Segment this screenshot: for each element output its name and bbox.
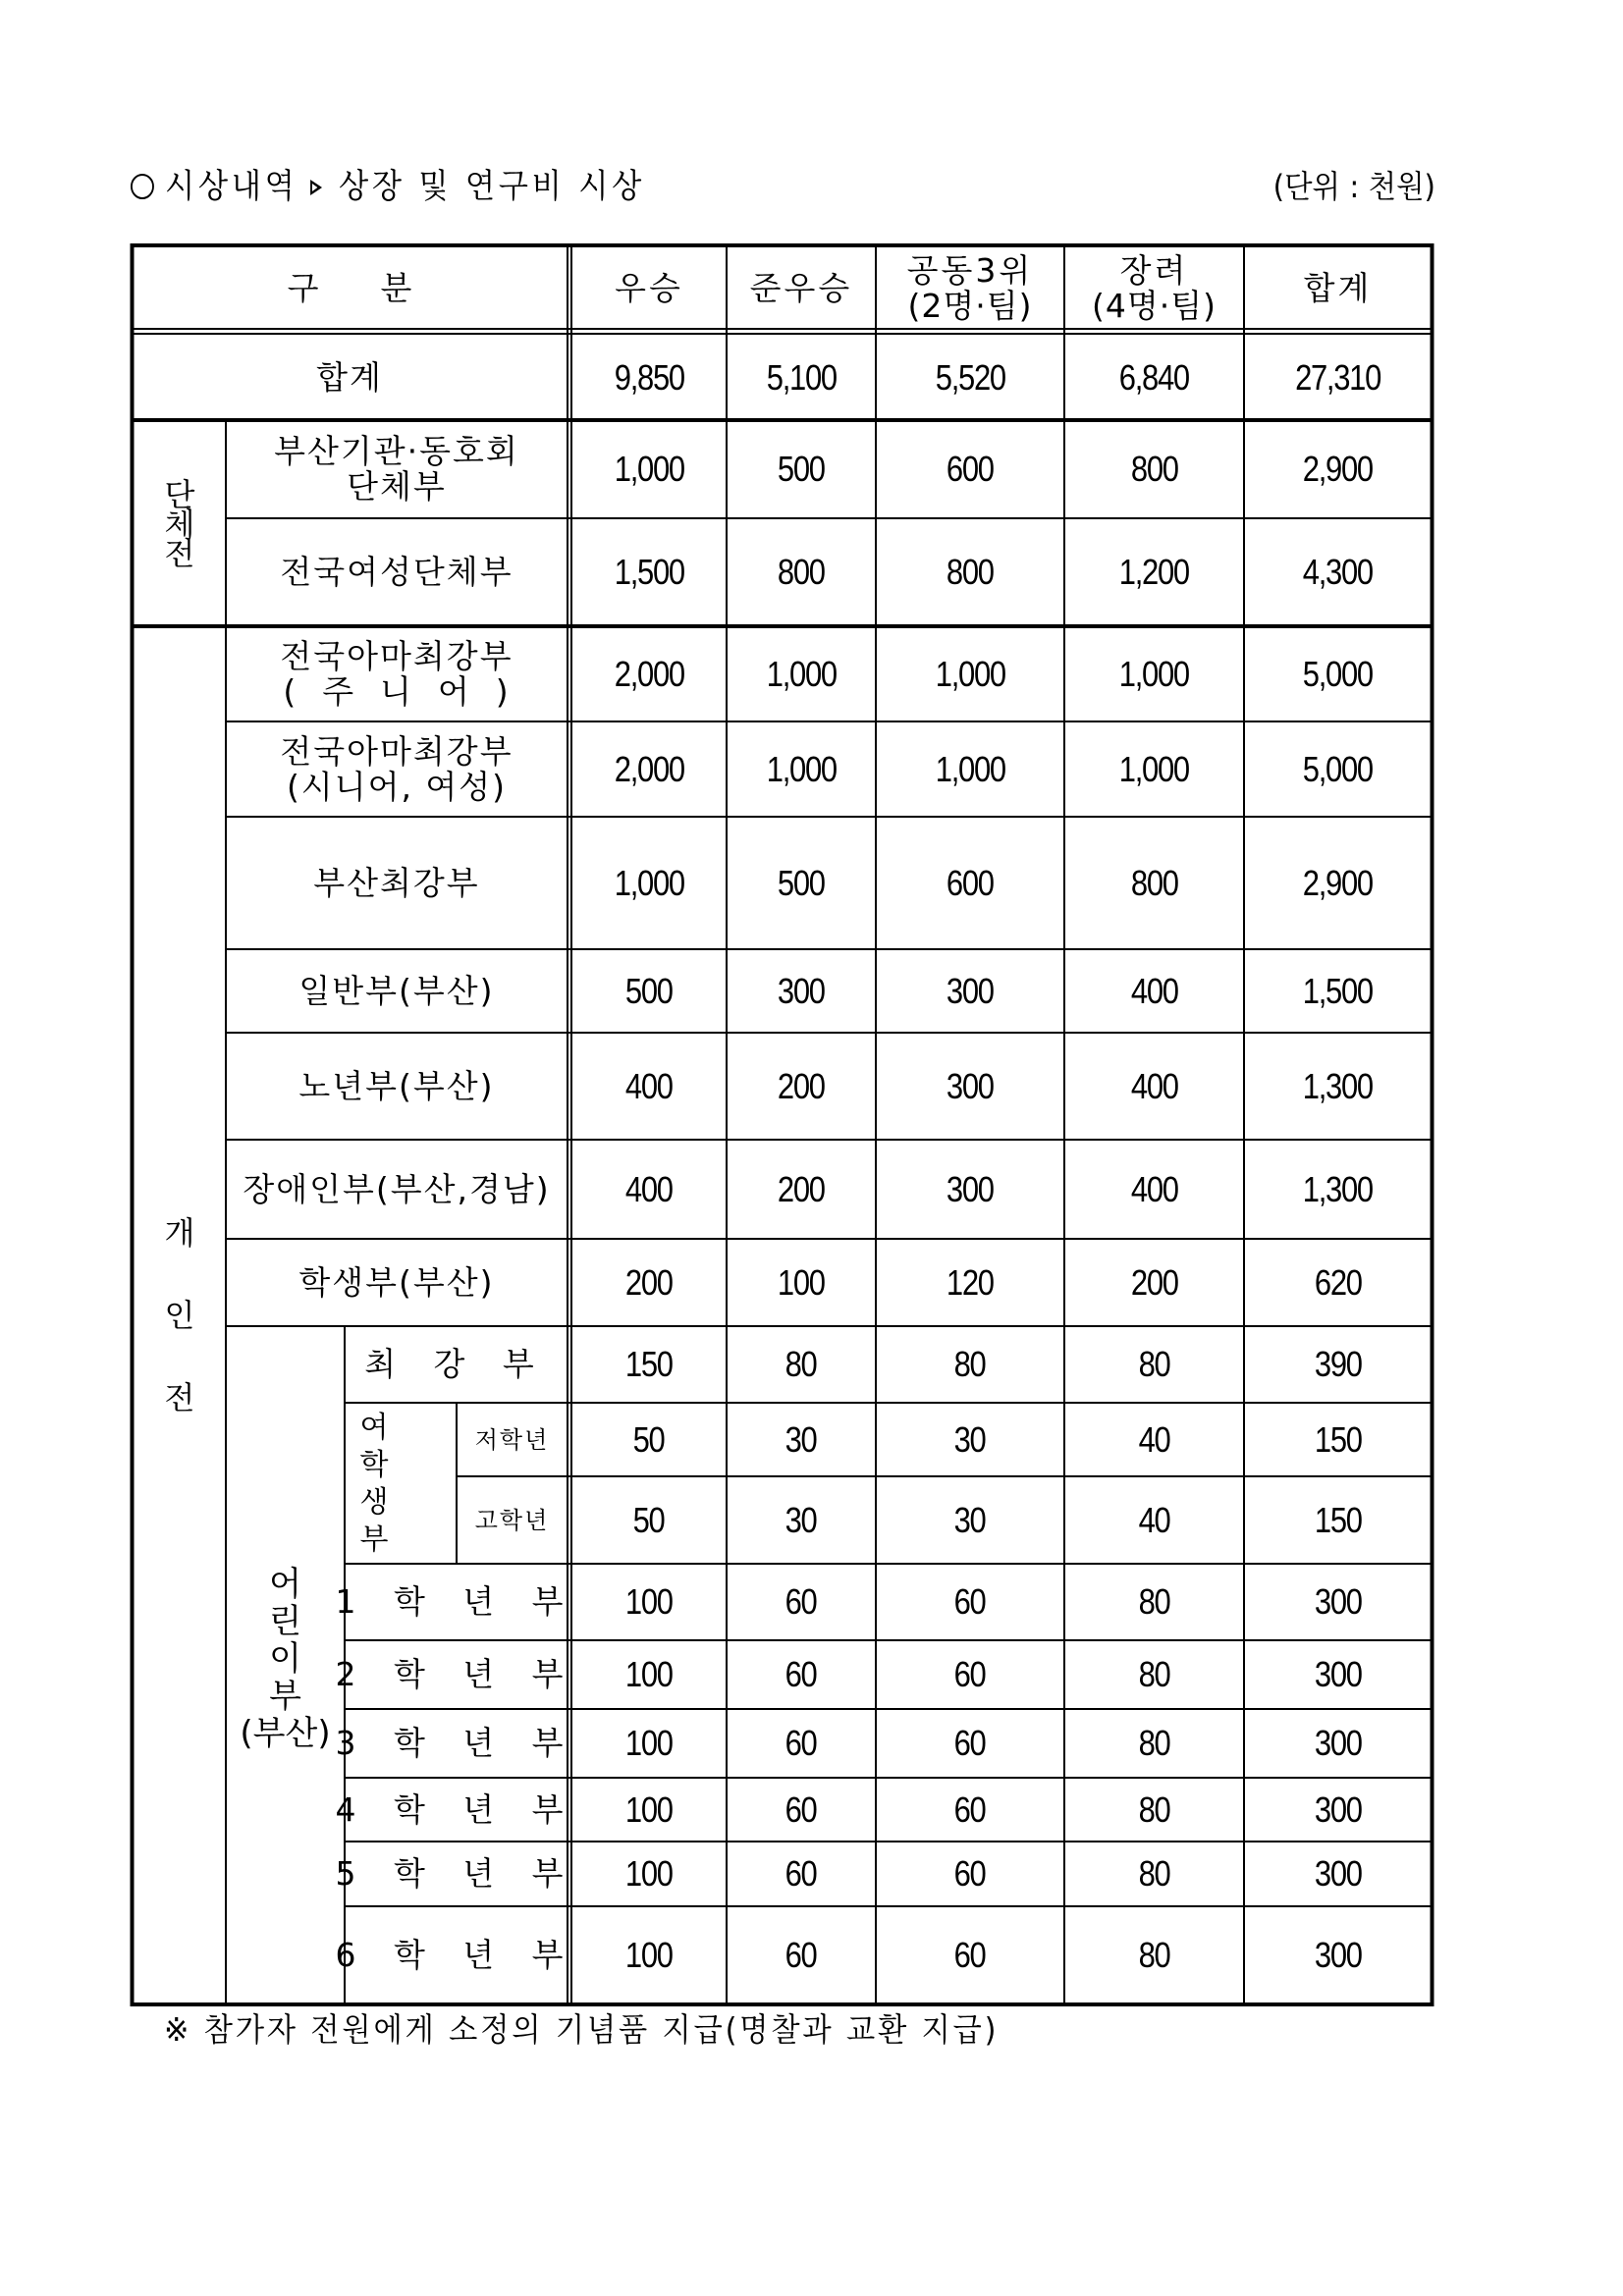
value: 50 — [633, 1418, 665, 1460]
value-cell — [1245, 1710, 1431, 1777]
value-cell — [1245, 1404, 1431, 1475]
value-cell — [572, 1404, 726, 1475]
value: 60 — [785, 1723, 817, 1763]
value-cell — [572, 421, 726, 517]
header-column-4 — [1245, 247, 1431, 329]
value-cell — [877, 950, 1063, 1032]
value-cell — [877, 818, 1063, 948]
row-label-text: 일반부(부산) — [298, 971, 495, 1010]
value: 1,500 — [614, 552, 684, 592]
group-team-char: 체 — [164, 506, 195, 543]
value: 80 — [1138, 1853, 1170, 1894]
value: 1,000 — [1118, 653, 1190, 694]
value: 80 — [1138, 1789, 1170, 1830]
value-cell — [877, 1565, 1063, 1639]
value: 30 — [785, 1418, 817, 1460]
value: 150 — [1314, 1499, 1362, 1540]
value: 1,000 — [935, 653, 1005, 694]
value-cell — [1065, 627, 1243, 721]
value-cell — [877, 1779, 1063, 1841]
value-cell — [572, 1641, 726, 1708]
value: 150 — [625, 1344, 673, 1384]
value-cell — [1065, 818, 1243, 948]
value: 1,000 — [614, 449, 684, 489]
value-cell — [1245, 627, 1431, 721]
total-value-cell — [1245, 335, 1431, 420]
group-children-char: 어 — [269, 1565, 301, 1604]
row-label-text: 6 학 년 부 — [335, 1936, 577, 1974]
value: 100 — [625, 1853, 673, 1894]
value-cell — [877, 1641, 1063, 1708]
value-cell — [728, 1034, 875, 1139]
value-cell — [877, 627, 1063, 721]
value: 30 — [954, 1499, 986, 1540]
value-cell — [1065, 950, 1243, 1032]
row-label — [227, 421, 567, 517]
value: 300 — [1314, 1935, 1362, 1975]
value: 30 — [785, 1499, 817, 1540]
value: 80 — [1138, 1654, 1170, 1694]
value-cell — [572, 950, 726, 1032]
value-cell — [1065, 1327, 1243, 1402]
value: 120 — [947, 1261, 994, 1303]
value: 60 — [785, 1789, 817, 1830]
value: 40 — [1138, 1499, 1170, 1540]
value: 50 — [633, 1499, 665, 1540]
value: 100 — [625, 1654, 673, 1694]
value: 2,900 — [1302, 862, 1374, 903]
value: 5,000 — [1302, 653, 1374, 694]
value: 60 — [785, 1853, 817, 1894]
value-cell — [572, 818, 726, 948]
value: 80 — [1138, 1935, 1170, 1975]
row-label-text: 저학년 — [474, 1425, 550, 1454]
value-cell — [877, 722, 1063, 816]
group-children-label — [226, 1561, 345, 1757]
value: 620 — [1314, 1261, 1362, 1303]
value-cell — [1065, 1565, 1243, 1639]
value: 800 — [947, 552, 994, 592]
row-label-line: 부산기관·동호회 — [274, 432, 519, 470]
value: 2,000 — [614, 653, 684, 694]
group-team-label — [134, 422, 226, 626]
value-cell — [728, 818, 875, 948]
value: 390 — [1314, 1344, 1362, 1384]
footer-note — [164, 2008, 999, 2052]
row-label — [227, 1240, 567, 1325]
value: 40 — [1138, 1418, 1170, 1460]
value: 100 — [625, 1935, 673, 1975]
value-cell — [1245, 1842, 1431, 1905]
value: 600 — [947, 862, 994, 903]
row-label — [335, 1842, 577, 1905]
value-cell — [1065, 1240, 1243, 1325]
row-label — [335, 1565, 577, 1639]
header-category — [132, 247, 568, 329]
value-cell — [728, 421, 875, 517]
value-cell — [1065, 1710, 1243, 1777]
total-value: 5,520 — [935, 356, 1005, 398]
value-cell — [1065, 1842, 1243, 1905]
total-row-label — [132, 335, 568, 420]
value-cell — [572, 519, 726, 625]
value: 100 — [625, 1723, 673, 1763]
group-individual-char: 개 — [164, 1214, 195, 1252]
value: 60 — [785, 1581, 817, 1622]
value: 4,300 — [1302, 552, 1374, 592]
value: 80 — [954, 1344, 986, 1384]
section-subject: 상장 및 연구비 시상 — [338, 167, 646, 206]
value-cell — [572, 1034, 726, 1139]
value-cell — [572, 1240, 726, 1325]
value-cell — [877, 1240, 1063, 1325]
row-label-text: 노년부(부산) — [298, 1066, 495, 1105]
value: 1,300 — [1302, 1168, 1374, 1209]
row-label — [227, 722, 567, 816]
value-cell — [1245, 1240, 1431, 1325]
value-cell — [877, 1034, 1063, 1139]
value-cell — [877, 519, 1063, 625]
value-cell — [1065, 1034, 1243, 1139]
value-cell — [877, 1477, 1063, 1563]
value-cell — [1245, 1141, 1431, 1238]
group-girls-char: 학 — [359, 1448, 389, 1482]
value: 500 — [625, 970, 673, 1011]
row-label — [335, 1779, 577, 1841]
value-cell — [728, 1842, 875, 1905]
value-cell — [1245, 950, 1431, 1032]
row-label-line: ( 주 니 어 ) — [283, 671, 511, 711]
value: 5,000 — [1302, 748, 1374, 789]
total-value: 27,310 — [1295, 356, 1380, 398]
total-value: 9,850 — [614, 356, 684, 398]
value: 150 — [1314, 1418, 1362, 1460]
value: 200 — [778, 1168, 825, 1209]
total-value-cell — [877, 335, 1063, 420]
group-individual-label — [134, 1198, 226, 1433]
row-label — [227, 1141, 567, 1238]
value: 200 — [778, 1065, 825, 1106]
header-column-subtitle: (2명·팀) — [907, 286, 1033, 325]
value-cell — [1065, 1404, 1243, 1475]
value: 300 — [947, 970, 994, 1011]
header-column-title: 준우승 — [749, 268, 853, 307]
value: 300 — [1314, 1789, 1362, 1830]
row-label-line: (시니어, 여성) — [286, 767, 508, 806]
value-cell — [572, 1141, 726, 1238]
group-girls-char: 여 — [359, 1411, 389, 1445]
row-label — [335, 1641, 577, 1708]
value: 100 — [778, 1261, 825, 1303]
value-cell — [1065, 1477, 1243, 1563]
value-cell — [728, 1779, 875, 1841]
group-girls-label — [345, 1405, 404, 1564]
value: 100 — [625, 1789, 673, 1830]
value-cell — [572, 1327, 726, 1402]
group-girls-char: 생 — [359, 1485, 389, 1520]
value: 80 — [1138, 1723, 1170, 1763]
value-cell — [728, 1907, 875, 2003]
value: 1,000 — [614, 862, 684, 903]
group-team-char: 전 — [164, 535, 195, 572]
group-girls-char: 부 — [359, 1522, 389, 1557]
value-cell — [1245, 1641, 1431, 1708]
value: 60 — [785, 1654, 817, 1694]
value: 60 — [954, 1935, 986, 1975]
group-children-char: (부산) — [240, 1714, 331, 1753]
total-label: 합계 — [316, 357, 383, 397]
value-cell — [1245, 1477, 1431, 1563]
value: 200 — [1130, 1261, 1178, 1303]
value: 60 — [954, 1654, 986, 1694]
value-cell — [572, 1907, 726, 2003]
value-cell — [1245, 421, 1431, 517]
row-label-text: 전국여성단체부 — [280, 553, 514, 591]
row-label — [346, 1327, 567, 1402]
value-cell — [1065, 421, 1243, 517]
value-cell — [728, 1565, 875, 1639]
value: 100 — [625, 1581, 673, 1622]
value: 300 — [1314, 1654, 1362, 1694]
value-cell — [572, 1565, 726, 1639]
row-label-text: 1 학 년 부 — [335, 1582, 577, 1621]
value-cell — [1065, 519, 1243, 625]
value: 1,200 — [1118, 552, 1190, 592]
value-cell — [728, 1327, 875, 1402]
row-label — [335, 1710, 577, 1777]
value-cell — [728, 950, 875, 1032]
value: 400 — [625, 1065, 673, 1106]
value-cell — [877, 421, 1063, 517]
row-label — [458, 1477, 567, 1563]
row-label-line: 전국아마최강부 — [280, 731, 514, 771]
value: 60 — [954, 1581, 986, 1622]
value-cell — [728, 1477, 875, 1563]
value: 300 — [778, 970, 825, 1011]
row-label-line: 단체부 — [347, 467, 447, 506]
header-column-2 — [877, 247, 1063, 329]
value-cell — [1245, 722, 1431, 816]
value-cell — [1065, 1907, 1243, 2003]
header-column-title: 장려 — [1119, 250, 1189, 290]
value: 500 — [778, 449, 825, 489]
value: 2,000 — [614, 748, 684, 789]
value-cell — [1245, 1565, 1431, 1639]
row-label-text: 부산최강부 — [313, 863, 480, 902]
header-column-3 — [1065, 247, 1243, 329]
value: 2,900 — [1302, 449, 1374, 489]
value-cell — [877, 1710, 1063, 1777]
header-category-label: 구 분 — [287, 268, 412, 307]
value: 80 — [1138, 1581, 1170, 1622]
value: 800 — [1130, 449, 1178, 489]
value: 400 — [625, 1168, 673, 1209]
value-cell — [877, 1141, 1063, 1238]
value-cell — [728, 519, 875, 625]
value: 60 — [954, 1723, 986, 1763]
value-cell — [572, 1779, 726, 1841]
value: 300 — [1314, 1853, 1362, 1894]
value-cell — [1065, 1641, 1243, 1708]
value-cell — [728, 1404, 875, 1475]
row-label-text: 4 학 년 부 — [335, 1789, 577, 1829]
value-cell — [572, 1842, 726, 1905]
row-label — [227, 950, 567, 1032]
group-children-char: 이 — [269, 1639, 301, 1679]
value-cell — [1245, 1034, 1431, 1139]
value-cell — [728, 1141, 875, 1238]
value: 60 — [954, 1789, 986, 1830]
header-column-1 — [728, 247, 875, 329]
value-cell — [877, 1907, 1063, 2003]
value-cell — [572, 1710, 726, 1777]
total-value-cell — [728, 335, 875, 420]
value-cell — [1245, 1327, 1431, 1402]
reference-mark: ※ — [164, 2010, 192, 2049]
header-column-0 — [572, 247, 726, 329]
value: 80 — [1138, 1344, 1170, 1384]
value: 400 — [1130, 1168, 1178, 1209]
value: 300 — [1314, 1723, 1362, 1763]
value-cell — [1245, 519, 1431, 625]
value-cell — [728, 722, 875, 816]
row-label — [227, 519, 567, 625]
value: 500 — [778, 862, 825, 903]
header-column-title: 공동3위 — [906, 250, 1034, 290]
group-children-char: 부 — [269, 1677, 301, 1716]
row-label — [227, 627, 567, 721]
value-cell — [1065, 1141, 1243, 1238]
value: 30 — [954, 1418, 986, 1460]
value-cell — [1065, 722, 1243, 816]
footer-note-text: 참가자 전원에게 소정의 기념품 지급(명찰과 교환 지급) — [203, 2010, 1000, 2049]
row-label — [458, 1404, 567, 1475]
value: 1,000 — [766, 748, 837, 789]
value-cell — [572, 627, 726, 721]
value: 300 — [947, 1065, 994, 1106]
group-team-char: 단 — [164, 476, 195, 513]
value: 1,000 — [766, 653, 837, 694]
value-cell — [728, 627, 875, 721]
total-value: 6,840 — [1118, 356, 1190, 398]
group-individual-char: 전 — [164, 1379, 195, 1416]
section-label: 시상내역 — [164, 167, 298, 206]
value-cell — [1245, 1779, 1431, 1841]
header-column-title: 합계 — [1303, 268, 1373, 307]
value-cell — [877, 1327, 1063, 1402]
row-label-text: 3 학 년 부 — [335, 1724, 577, 1762]
value: 80 — [785, 1344, 817, 1384]
value: 800 — [778, 552, 825, 592]
value-cell — [572, 722, 726, 816]
row-label-text: 장애인부(부산,경남) — [243, 1169, 551, 1208]
value-cell — [877, 1404, 1063, 1475]
row-label-line: 전국아마최강부 — [280, 636, 514, 675]
value: 600 — [947, 449, 994, 489]
value: 1,000 — [1118, 748, 1190, 789]
row-label-text: 고학년 — [474, 1506, 550, 1534]
value: 1,500 — [1302, 970, 1374, 1011]
value-cell — [1245, 1907, 1431, 2003]
total-value-cell — [572, 335, 726, 420]
value: 300 — [1314, 1581, 1362, 1622]
row-label — [335, 1907, 577, 2003]
total-value: 5,100 — [766, 356, 837, 398]
row-label-text: 5 학 년 부 — [335, 1854, 577, 1893]
value: 1,300 — [1302, 1065, 1374, 1106]
row-label — [227, 1034, 567, 1139]
value: 60 — [954, 1853, 986, 1894]
value-cell — [1245, 818, 1431, 948]
value: 60 — [785, 1935, 817, 1975]
row-label-text: 학생부(부산) — [298, 1262, 495, 1302]
unit-label: (단위 : 천원) — [1272, 168, 1435, 205]
value-cell — [728, 1641, 875, 1708]
group-children-char: 린 — [269, 1602, 301, 1641]
value: 1,000 — [935, 748, 1005, 789]
value: 800 — [1130, 862, 1178, 903]
value-cell — [728, 1710, 875, 1777]
total-value-cell — [1065, 335, 1243, 420]
header-column-title: 우승 — [615, 268, 683, 307]
value: 300 — [947, 1168, 994, 1209]
value-cell — [572, 1477, 726, 1563]
group-individual-char: 인 — [164, 1297, 195, 1334]
row-label — [227, 818, 567, 948]
value-cell — [877, 1842, 1063, 1905]
row-label-text: 2 학 년 부 — [335, 1655, 577, 1693]
value: 400 — [1130, 970, 1178, 1011]
value: 200 — [625, 1261, 673, 1303]
value: 400 — [1130, 1065, 1178, 1106]
row-label-text: 최 강 부 — [364, 1345, 548, 1383]
value-cell — [1065, 1779, 1243, 1841]
header-column-subtitle: (4명·팀) — [1092, 286, 1217, 325]
value-cell — [728, 1240, 875, 1325]
